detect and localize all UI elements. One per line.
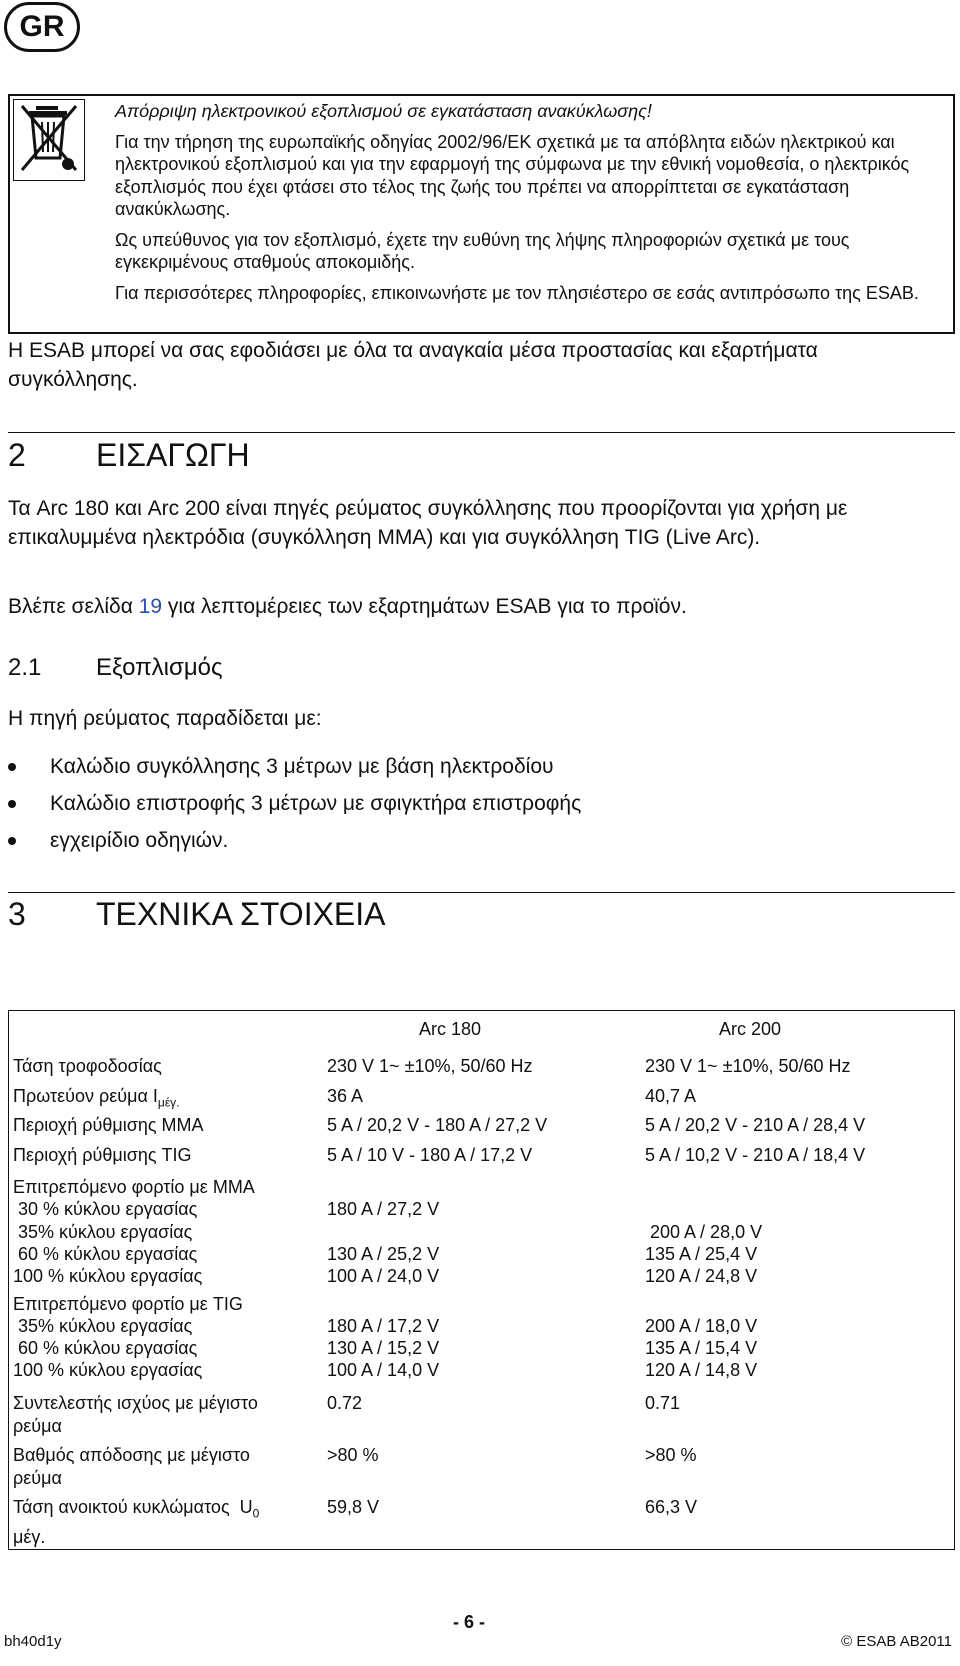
arc-200-value: >80 %: [645, 1445, 697, 1465]
subsection-title: Εξοπλισμός: [96, 654, 223, 681]
arc-180-value: 180 A / 27,2 V: [327, 1199, 440, 1219]
section-2-heading: [8, 437, 250, 473]
list-item-text: εγχειρίδιο οδηγιών.: [50, 829, 229, 852]
row-group-title: Επιτρεπόμενο φορτίο με MMA: [13, 1177, 255, 1197]
weee-paragraph: Για την τήρηση της ευρωπαϊκής οδηγίας 2002/96/ΕΚ σχετικά με τα απόβλητα ειδών ηλεκτρικού και ηλεκτρονικού εξοπλισμού και για την εφαρμογή της σύμφωνα με την εθνική νομοθεσία, ο ηλεκτρικός εξοπλισμός που έχει φτάσει στο τέλος της ζωής του πρέπει να απορρίπτεται σε εγκατάσταση ανακύκλωσης.: [115, 131, 910, 219]
arc-200-value: 135 A / 25,4 V: [645, 1244, 758, 1264]
delivery-lead: Η πηγή ρεύματος παραδίδεται με:: [8, 707, 322, 730]
row-label: Περιοχή ρύθμισης MMA: [13, 1115, 204, 1135]
section-divider: [8, 892, 955, 893]
row-label: 30 % κύκλου εργασίας: [13, 1199, 198, 1219]
row-label: 100 % κύκλου εργασίας: [13, 1360, 203, 1380]
row-label: 100 % κύκλου εργασίας: [13, 1266, 203, 1286]
list-item: [8, 785, 581, 822]
arc-180-value: 100 A / 14,0 V: [327, 1360, 440, 1380]
language-badge: GR: [4, 2, 80, 52]
bullet-icon: [8, 837, 16, 845]
row-label-line: ρεύμα: [13, 1416, 62, 1436]
arc-200-value: 5 A / 10,2 V - 210 A / 18,4 V: [645, 1145, 866, 1165]
see-page-paragraph: [8, 592, 687, 621]
subsection-2-1-heading: [8, 653, 223, 683]
see-page-text: Βλέπε σελίδα: [8, 595, 139, 618]
weee-paragraph: Για περισσότερες πληροφορίες, επικοινωνήστε με τον πλησιέστερο σε εσάς αντιπρόσωπο της ESAB.: [115, 282, 919, 303]
list-item-text: Καλώδιο επιστροφής 3 μέτρων με σφιγκτήρα επιστροφής: [50, 792, 582, 815]
list-item: [8, 748, 581, 785]
arc-180-value: 36 A: [327, 1086, 364, 1106]
arc-180-value: 59,8 V: [327, 1497, 380, 1517]
document-code: bh40d1y: [4, 1633, 62, 1650]
row-label: [13, 1085, 313, 1115]
arc-180-value: 130 A / 15,2 V: [327, 1338, 440, 1358]
section-number: 2: [8, 437, 26, 473]
weee-notice-box: [8, 94, 955, 334]
arc-180-value: 230 V 1~ ±10%, 50/60 Hz: [327, 1056, 533, 1076]
row-label-line: Τάση ανοικτού κυκλώματος U: [13, 1497, 253, 1517]
list-item-text: Καλώδιο συγκόλλησης 3 μέτρων με βάση ηλεκτροδίου: [50, 755, 554, 778]
column-header-arc-180: Arc 180: [419, 1019, 482, 1039]
row-label-line: Βαθμός απόδοσης με μέγιστο: [13, 1445, 250, 1465]
column-header-arc-200: Arc 200: [719, 1019, 782, 1039]
arc-180-value: >80 %: [327, 1445, 379, 1465]
row-label: 35% κύκλου εργασίας: [13, 1222, 193, 1242]
bullet-icon: [8, 800, 16, 808]
arc-200-value: 200 A / 28,0 V: [645, 1222, 763, 1242]
arc-180-value: 0.72: [327, 1393, 363, 1413]
arc-200-value: 135 A / 15,4 V: [645, 1338, 758, 1358]
arc-200-value: 230 V 1~ ±10%, 50/60 Hz: [645, 1056, 851, 1076]
crossed-out-wheelie-bin-icon: [13, 99, 85, 181]
arc-200-value: 200 A / 18,0 V: [645, 1316, 758, 1336]
section-divider: [8, 432, 955, 433]
row-label: [13, 1444, 313, 1490]
technical-data-table: [8, 1010, 955, 1550]
arc-180-value: 130 A / 25,2 V: [327, 1244, 440, 1264]
weee-text: [115, 100, 945, 312]
arc-180-value: 180 A / 17,2 V: [327, 1316, 440, 1336]
row-label-line: ρεύμα: [13, 1468, 62, 1488]
list-item: [8, 822, 581, 859]
weee-paragraph: Ως υπεύθυνος για τον εξοπλισμό, έχετε την ευθύνη της λήψης πληροφοριών σχετικά με τους εγκεκριμένους σταθμούς αποκομιδής.: [115, 229, 850, 272]
arc-200-value: 120 A / 14,8 V: [645, 1360, 758, 1380]
arc-200-value: 5 A / 20,2 V - 210 A / 28,4 V: [645, 1115, 866, 1135]
arc-180-value: 5 A / 20,2 V - 180 A / 27,2 V: [327, 1115, 548, 1135]
subsection-number: 2.1: [8, 654, 42, 681]
esab-accessories-note: Η ESAB μπορεί να σας εφοδιάσει με όλα τα αναγκαία μέσα προστασίας και εξαρτήματα συγκόλλησης.: [8, 339, 818, 391]
row-label: Περιοχή ρύθμισης TIG: [13, 1145, 192, 1165]
weee-title: Απόρριψη ηλεκτρονικού εξοπλισμού σε εγκατάσταση ανακύκλωσης!: [115, 101, 652, 121]
row-label-line: μέγ.: [13, 1526, 46, 1547]
arc-200-value: 120 A / 24,8 V: [645, 1266, 758, 1286]
section-title: ΕΙΣΑΓΩΓΗ: [96, 437, 250, 473]
copyright: © ESAB AB2011: [841, 1633, 952, 1650]
section-title: ΤΕΧΝΙΚΑ ΣΤΟΙΧΕΙΑ: [96, 896, 386, 932]
section-number: 3: [8, 896, 26, 932]
row-label-text: Πρωτεύον ρεύμα I: [13, 1086, 158, 1106]
row-label: [13, 1496, 313, 1549]
arc-200-value: 0.71: [645, 1393, 681, 1413]
intro-paragraph: Τα Arc 180 και Arc 200 είναι πηγές ρεύματος συγκόλλησης που προορίζονται για χρήση με επικαλυμμένα ηλεκτρόδια (συγκόλληση MMA) και για συγκόλληση TIG (Live Arc).: [8, 497, 848, 549]
page-19-link[interactable]: 19: [138, 595, 163, 618]
page-number: - 6 -: [453, 1612, 486, 1632]
row-label-subscript: 0: [252, 1506, 260, 1521]
row-label: 35% κύκλου εργασίας: [13, 1316, 193, 1336]
row-group-title: Επιτρεπόμενο φορτίο με TIG: [13, 1294, 243, 1314]
arc-200-value: 66,3 V: [645, 1497, 698, 1517]
row-label: [13, 1392, 313, 1438]
bullet-icon: [8, 763, 16, 771]
row-label-subscript: μέγ.: [157, 1095, 180, 1110]
delivery-list: [8, 748, 581, 859]
arc-200-value: 40,7 A: [645, 1086, 697, 1106]
row-label-line: Συντελεστής ισχύος με μέγιστο: [13, 1393, 258, 1413]
arc-180-value: 100 A / 24,0 V: [327, 1266, 440, 1286]
row-label: 60 % κύκλου εργασίας: [13, 1338, 198, 1358]
arc-180-value: 5 A / 10 V - 180 A / 17,2 V: [327, 1145, 533, 1165]
row-label: Τάση τροφοδοσίας: [13, 1056, 162, 1076]
see-page-text: για λεπτομέρειες των εξαρτημάτων ESAB για το προϊόν.: [162, 595, 687, 618]
section-3-heading: [8, 896, 386, 932]
row-label: 60 % κύκλου εργασίας: [13, 1244, 198, 1264]
